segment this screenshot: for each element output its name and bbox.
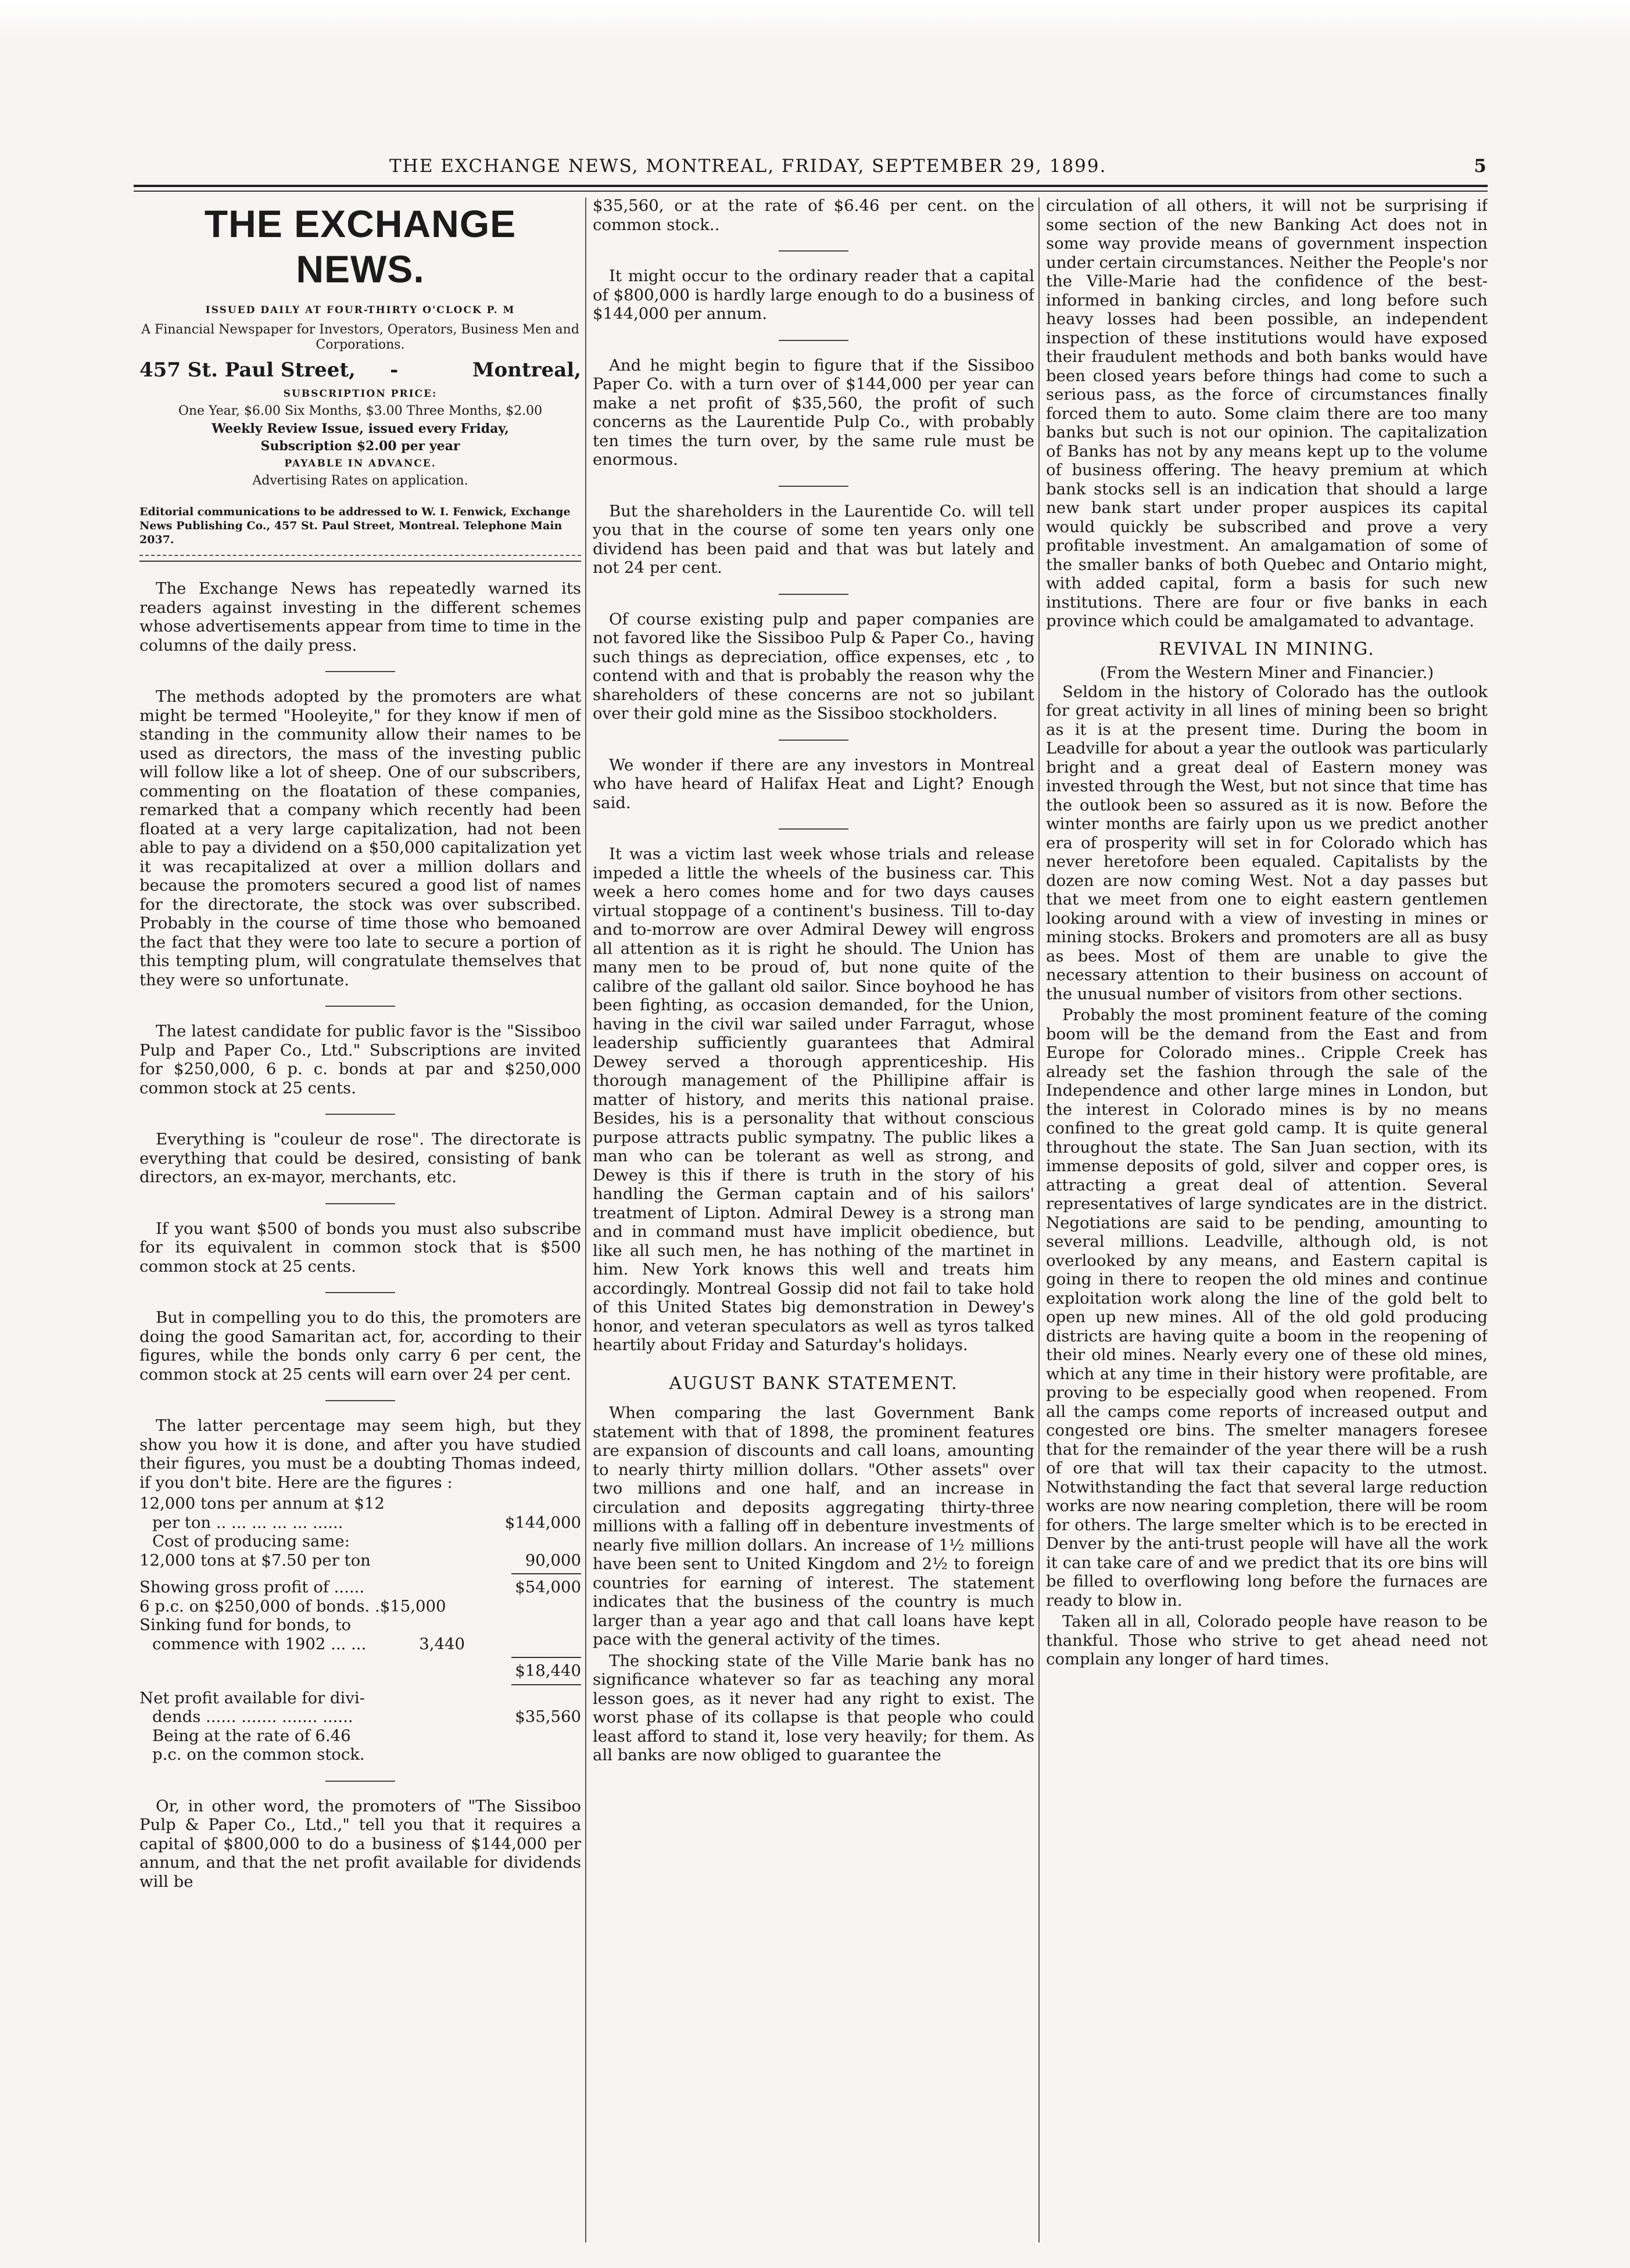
head-rule [134, 185, 1488, 187]
column-rule [585, 198, 586, 2242]
paper-address [139, 358, 581, 382]
figure-label: dends ...... ....... ....... ...... [152, 1707, 353, 1726]
separator [779, 740, 848, 741]
figure-value: $54,000 [515, 1578, 581, 1596]
separator [325, 1400, 395, 1401]
running-head [134, 156, 1488, 180]
figure-label: 12,000 tons per annum at $12 [139, 1494, 385, 1513]
paragraph: If you want $500 of bonds you must also subscribe for its equivalent in common stock that is $500 common stock at 25 cents. [139, 1219, 581, 1276]
separator [779, 828, 848, 830]
figure-row [139, 1689, 581, 1708]
figure-label: per ton .. ... ... ... ... ...... [152, 1513, 343, 1532]
figure-value: 3,440 [419, 1634, 465, 1653]
running-head-title: THE EXCHANGE NEWS, MONTREAL, FRIDAY, SEPTEMBER 29, 1899. [389, 156, 1107, 177]
figure-row [139, 1745, 581, 1764]
paragraph: It might occur to the ordinary reader that a capital of $800,000 is hardly large enough to do a business of $144,000 per annum. [593, 267, 1034, 323]
figure-row [139, 1661, 581, 1681]
payable: PAYABLE IN ADVANCE. [284, 458, 436, 469]
subscription-rates: One Year, $6.00 Six Months, $3.00 Three Months, $2.00 [178, 404, 543, 418]
paragraph: The shocking state of the Ville Marie bank has no significance whatever so far as teaching any moral lesson goes, as it never had any right to exist. The worst phase of its collapse is that people who could least afford to stand it, lose very heavily; for them. As all banks are now obliged to guarantee the [593, 1651, 1034, 1764]
figure-row [139, 1551, 581, 1570]
figure-label: Showing gross profit of ...... [139, 1578, 365, 1596]
figure-label: 12,000 tons at $7.50 per ton [139, 1551, 371, 1570]
paragraph: But the shareholders in the Laurentide Co. will tell you that in the course of some ten years only one dividend has been paid and that was but lately and not 24 per cent. [593, 501, 1034, 577]
paragraph: But in compelling you to do this, the promoters are doing the good Samaritan act, for, according to their figures, while the bonds only carry 6 per cent, the common stock at 25 cents will earn over 24 per cent. [139, 1308, 581, 1384]
figure-label: commence with 1902 ... ... [152, 1634, 367, 1653]
sum-rule [511, 1657, 581, 1658]
paragraph: Seldom in the history of Colorado has the outlook for great activity in all lines of mining been so bright as it is at the present time. During the boom in Leadville for about a year the outlook was particularly bright and a great deal of Eastern money was invested through the West, but not since that time has the outlook been so assured as it is now. Before the winter months are fairly upon us we predict another era of prosperity will set in for Colorado which has never heretofore been equaled. Capitalists by the dozen are now coming West. Not a day passes but that we meet from one to eight eastern gentlemen looking around with a view of investing in mines or mining stocks. Brokers and promoters are all as busy as bees. Most of them are unable to give the necessary attention to their business on account of the unusual number of visitors from other sections. [1046, 682, 1488, 1003]
separator [779, 486, 848, 487]
head-rule-thin [134, 191, 1488, 192]
advertising-rates: Advertising Rates on application. [252, 473, 468, 488]
figure-row [139, 1727, 581, 1746]
figure-label: p.c. on the common stock. [152, 1745, 365, 1764]
figure-row [139, 1707, 581, 1727]
figure-value: $144,000 [504, 1513, 581, 1532]
subscription-heading: SUBSCRIPTION PRICE: [283, 388, 438, 400]
issued-line: ISSUED DAILY AT FOUR-THIRTY O'CLOCK P. M [205, 304, 515, 316]
paragraph: circulation of all others, it will not be surprising if some section of the new Banking Act does not in some way provide means of government inspection under certain circumstances. Neither the People's nor the Ville-Marie had the confidence of the best-informed in banking circles, and long before such heavy losses had been possible, an independent inspection of these institutions would have exposed their fraudulent methods and both banks would have been closed years before things had come to such a serious pass, as the force of circumstances finally forced them to auto. Some claim there are too many banks but such is not our opinion. The capitalization of Banks has not by any means kept up to the volume of business offering. The heavy premium at which bank stocks sell is an indication that should a large new bank start under proper auspices its capital would quickly be subscribed and prove a very profitable investment. An amalgamation of some of the smaller banks of both Quebec and Ontario might, with added capital, form a basis for such new institutions. There are four or five banks in each province which could be amalgamated to advantage. [1046, 196, 1488, 630]
figure-row [139, 1532, 581, 1551]
figure-row [139, 1616, 581, 1635]
weekly-issue: Weekly Review Issue, issued every Friday, [212, 421, 509, 436]
street: 457 St. Paul Street, [139, 358, 356, 382]
separator [325, 1114, 395, 1115]
figure-value: 90,000 [525, 1551, 581, 1570]
paragraph: And he might begin to figure that if the Sissiboo Paper Co. with a turn over of $144,000 per year can make a net profit of $35,560, the profit of such concerns as the Laurentide Pulp Co., with probably ten times the turn over, by the same rule must be enormous. [593, 356, 1034, 469]
article-heading: AUGUST BANK STATEMENT. [669, 1373, 958, 1394]
paragraph: Of course existing pulp and paper companies are not favored like the Sissiboo Pulp & Paper Co., having such things as depreciation, office expenses, etc , to contend with and that is probably the reason why the shareholders of these concerns are not so jubilant over their gold mine as the Sissiboo stockholders. [593, 609, 1034, 723]
paragraph: It was a victim last week whose trials and release impeded a little the wheels of the business car. This week a hero comes home and for two days causes virtual stoppage of a continent's business. Till to-day and to-morrow are over Admiral Dewey will engross all attention as it is right he should. The Union has many men to be proud of, but none quite of the calibre of the gallant old sailor. Since boyhood he has been fighting, as occasion demanded, for the Union, having in the civil war sailed under Farragut, whose leadership sufficiently guarantees that Admiral Dewey served a thorough apprenticeship. His thorough management of the Phillipine affair is matter of history, and merits this national praise. Besides, his is a personality that without conscious purpose attracts public sympatny. The public likes a man who can be tolerant as well as strong, and Dewey is this if there is truth in the story of his handling the German captain and of his sailors' treatment of Lipton. Admiral Dewey is a strong man and in command must have implicit obedience, but like all such men, he has nothing of the martinet in him. New York knows this well and treats him accordingly. Montreal Gossip did not fail to take hold of this United States big demonstration in Dewey's honor, and veteran speculators as well as tyros talked heartily about Friday and Saturday's holidays. [593, 845, 1034, 1354]
figures-table [139, 1494, 581, 1764]
column-3 [1046, 196, 1488, 2247]
scan-top-edge [0, 0, 1630, 41]
figure-row [139, 1578, 581, 1597]
paper-description: A Financial Newspaper for Investors, Operators, Business Men and Corporations. [141, 322, 579, 352]
separator [325, 671, 395, 672]
column-2 [593, 196, 1034, 2247]
article-credit: (From the Western Miner and Financier.) [1099, 663, 1434, 682]
separator [325, 1292, 395, 1293]
sum-rule [511, 1684, 581, 1685]
column-1 [139, 196, 581, 2247]
separator [779, 250, 848, 252]
paragraph: $35,560, or at the rate of $6.46 per cent. on the common stock.. [593, 196, 1034, 234]
paragraph: The latest candidate for public favor is the "Sissiboo Pulp and Paper Co., Ltd." Subscriptions are invited for $250,000, 6 p. c. bonds at par and $250,000 common stock at 25 cents. [139, 1022, 581, 1097]
paper-nameplate: THE EXCHANGE NEWS. [204, 202, 517, 290]
editorial-address: Editorial communications to be addressed to W. I. Fenwick, Exchange News Publishing Co., 457 St. Paul Street, Montreal. Telephone Main 2037. [139, 505, 571, 546]
figure-row [139, 1635, 581, 1654]
separator [779, 594, 848, 595]
ornamental-rule [139, 555, 581, 562]
page-number: 5 [1474, 156, 1488, 177]
paragraph: Taken all in all, Colorado people have reason to be thankful. Those who strive to get ahead need not complain any longer of hard times. [1046, 1612, 1488, 1668]
paragraph: We wonder if there are any investors in Montreal who have heard of Halifax Heat and Light? Enough said. [593, 755, 1034, 812]
paragraph: The Exchange News has repeatedly warned its readers against investing in the different schemes whose advertisements appear from time to time in the columns of the daily press. [139, 579, 581, 655]
figure-label: Cost of producing same: [152, 1532, 350, 1551]
dash: - [390, 358, 399, 382]
figure-row [139, 1597, 581, 1616]
figure-row [139, 1494, 581, 1513]
figure-label: 6 p.c. on $250,000 of bonds. .$15,000 [139, 1596, 446, 1616]
paragraph: The methods adopted by the promoters are what might be termed "Hooleyite," for they know if men of standing in the community allow their names to be used as directors, the mass of the investing public will follow like a lot of sheep. One of our subscribers, commenting on the floatation of these companies, remarked that a company which recently had been floated at a very large capitalization, had not been able to pay a dividend on a $50,000 capitalization yet it was recapitalized at over a million dollars and because the promoters secured a good list of names for the directorate, the stock was over subscribed. Probably in the course of time those who bemoaned the fact that they were too late to secure a portion of this tempting plum, will congratulate themselves that they were so unfortunate. [139, 687, 581, 989]
figure-value: $35,560 [515, 1707, 581, 1726]
paragraph: Or, in other word, the promoters of "The Sissiboo Pulp & Paper Co., Ltd.," tell you that it requires a capital of $800,000 to do a business of $144,000 per annum, and that the net profit available for dividends will be [139, 1796, 581, 1891]
figure-label: Sinking fund for bonds, to [139, 1616, 352, 1634]
paragraph: Probably the most prominent feature of the coming boom will be the demand from the East and from Europe for Colorado mines.. Cripple Creek has already set the fashion through the sale of the Independence and other large mines in London, but the interest in Colorado mines is by no means confined to the great gold camp. It is quite general throughout the state. The San Juan section, with its immense deposits of gold, silver and copper ores, is attracting a great deal of attention. Several representatives of large syndicates are in the district. Negotiations are said to be pending, amounting to several millions. Leadville, although old, is not overlooked by any means, and Eastern capital is going in there to reopen the old mines and continue exploitation work along the line of the gold belt to open up new mines. All of the old gold producing districts are having quite a boom in the reopening of their old mines. Nearly every one of these old mines, which at any time in their history were profitable, are proving to be especially good when reopened. From all the camps come reports of increased output and congested ore bins. The smelter managers foresee that for the remainder of the year there will be a rush of ore that will tax their capacity to the utmost. Notwithstanding the fact that several large reduction works are now nearing completion, there will be room for others. The large smelter which is to be erected in Denver by the anti-trust people will have all the work it can take care of and we predict that its ore bins will be filled to overflowing long before the furnaces are ready to blow in. [1046, 1006, 1488, 1610]
separator [325, 1203, 395, 1204]
paragraph: When comparing the last Government Bank statement with that of 1898, the prominent features are expansion of discounts and call loans, amounting to nearly thirty million dollars. "Other assets" over two millions and one half, and an increase in circulation and deposits aggregating thirty-three millions with a falling off in debenture investments of nearly five million dollars. An increase of 1½ millions have been sent to United Kingdom and 2½ to foreign countries for earning of interest. The statement indicates that the business of the country is much larger than a year ago and that call loans have kept pace with the general activity of the times. [593, 1404, 1034, 1649]
weekly-price: Subscription $2.00 per year [260, 439, 460, 454]
article-heading: REVIVAL IN MINING. [1159, 638, 1375, 659]
figure-label: Net profit available for divi- [139, 1688, 365, 1707]
column-rule [1038, 198, 1040, 2242]
separator [325, 1006, 395, 1007]
figure-value: $18,440 [515, 1661, 581, 1680]
city: Montreal, [472, 358, 581, 382]
paragraph: The latter percentage may seem high, but they show you how it is done, and after you have studied their figures, you must be a doubting Thomas indeed, if you don't bite. Here are the figures : [139, 1416, 581, 1492]
figure-label: Being at the rate of 6.46 [152, 1726, 351, 1745]
sum-rule [511, 1573, 581, 1574]
separator [779, 340, 848, 341]
separator [325, 1781, 395, 1782]
paragraph: Everything is "couleur de rose". The directorate is everything that could be desired, consisting of bank directors, an ex-mayor, merchants, etc. [139, 1130, 581, 1186]
figure-row [139, 1513, 581, 1533]
